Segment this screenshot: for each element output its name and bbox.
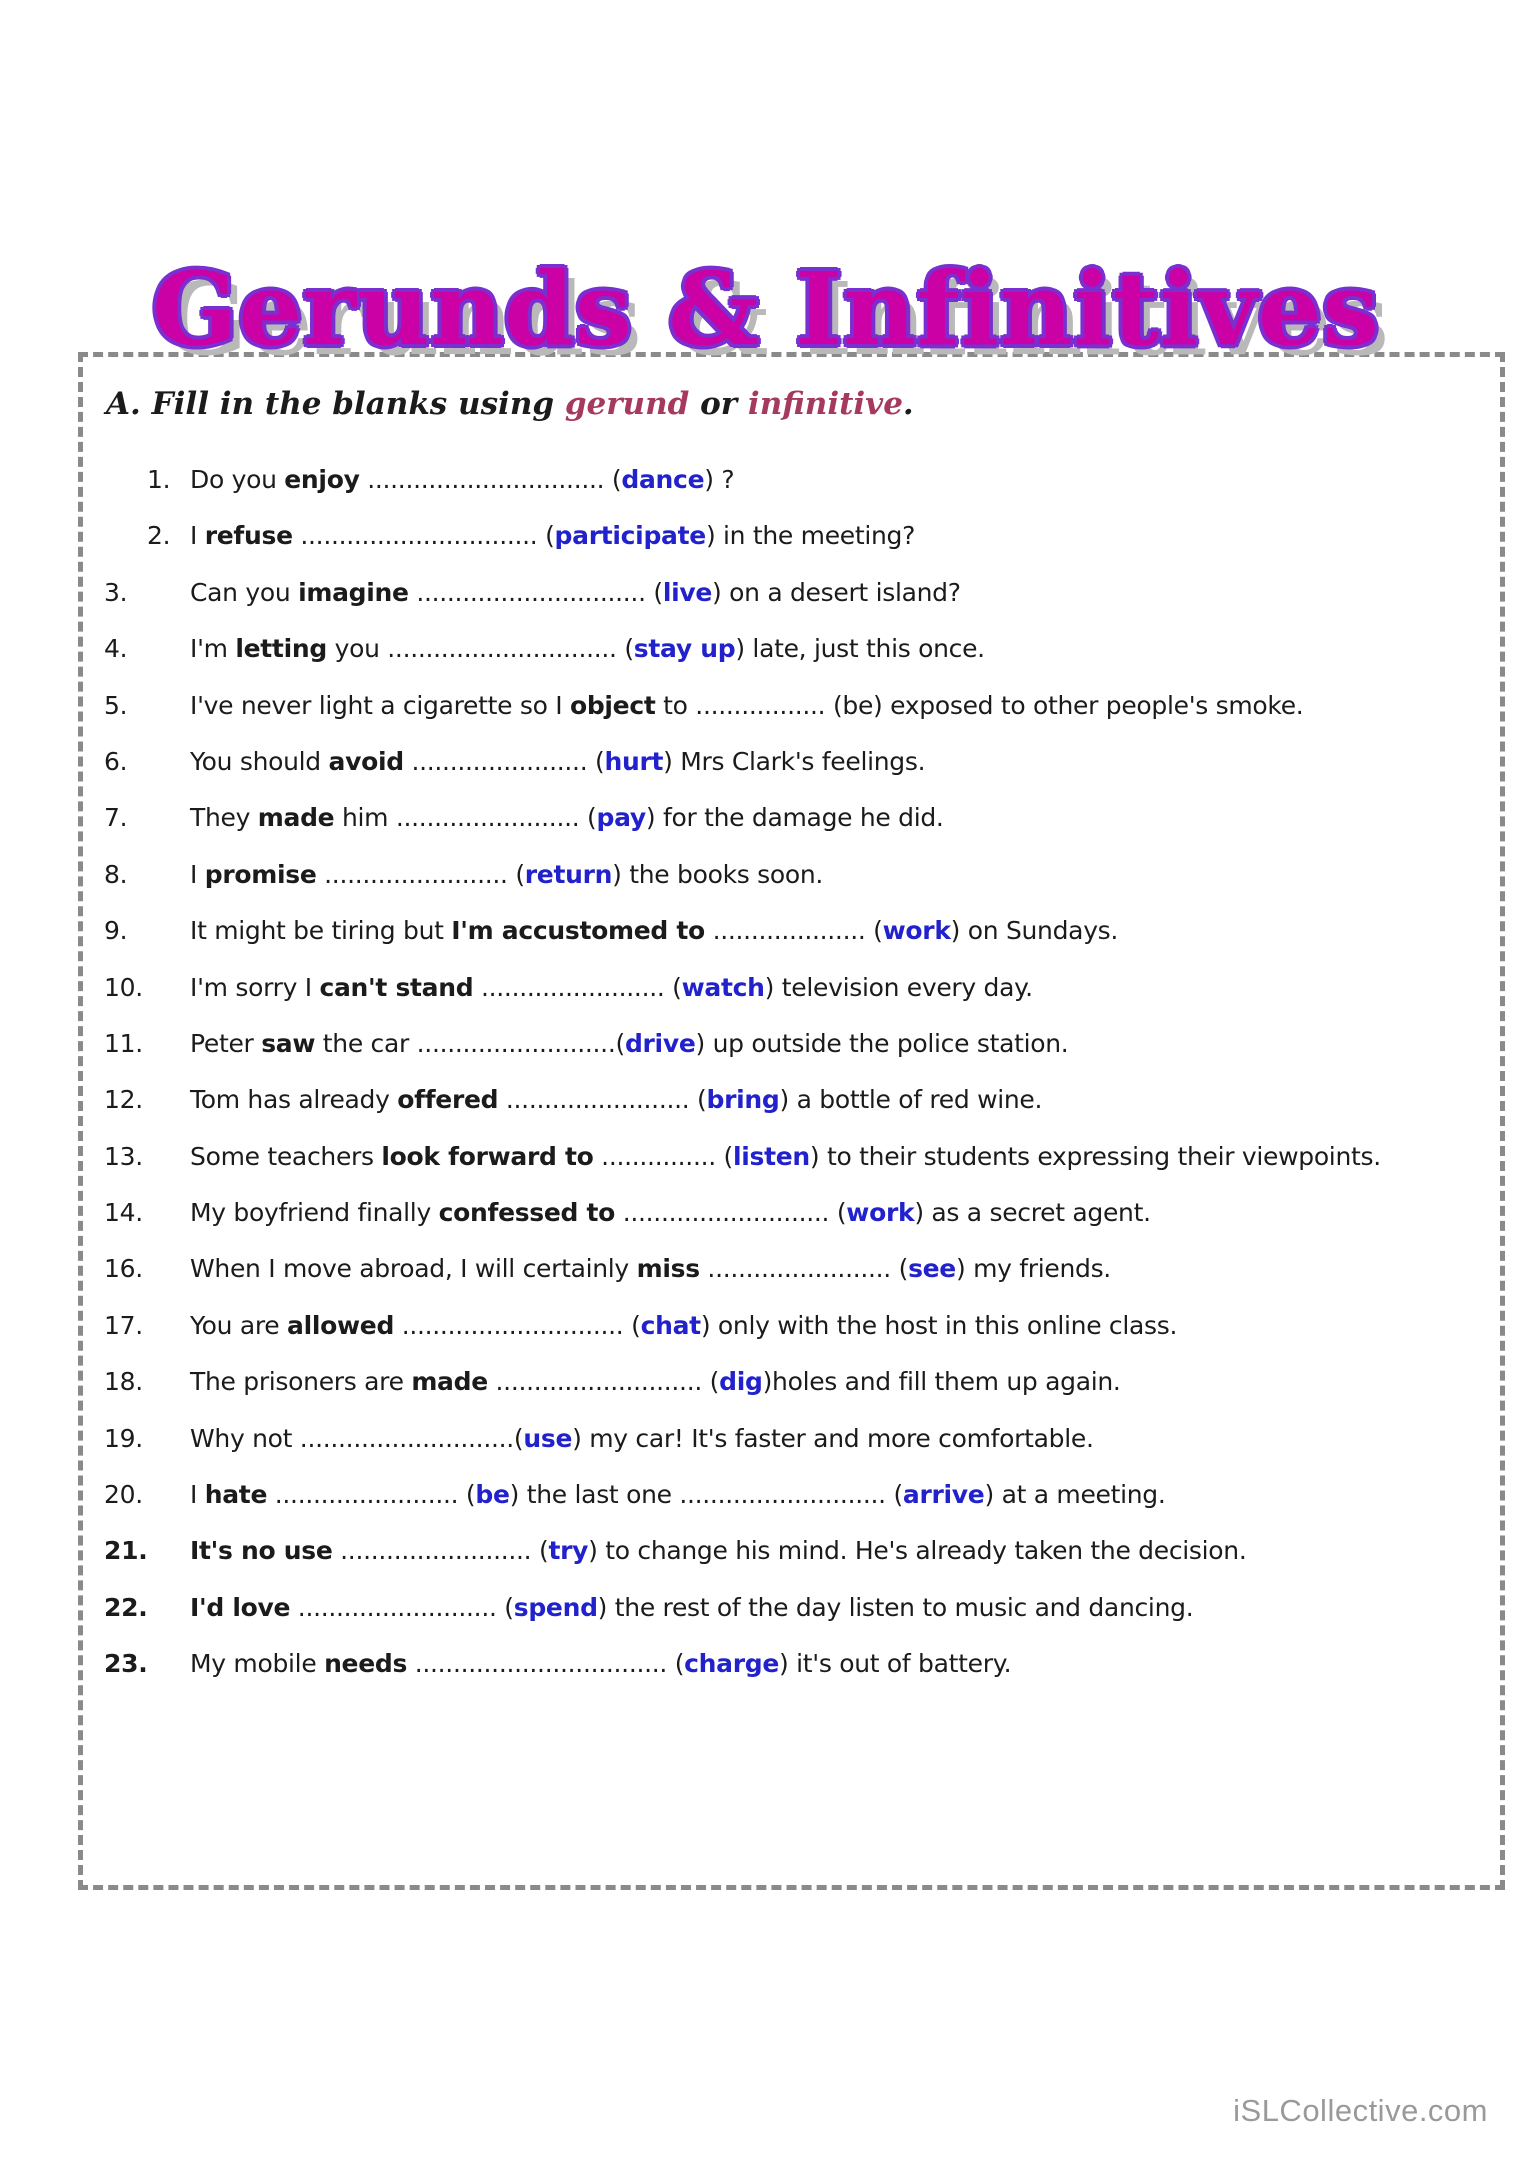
item-sentence — [190, 1523, 1246, 1579]
sentence-text: I've never light a cigarette so I — [190, 690, 570, 720]
sentence-text: My boyfriend finally — [190, 1198, 439, 1228]
item-number: 16. — [104, 1254, 143, 1284]
worksheet-item — [0, 565, 1532, 621]
item-number: 19. — [104, 1423, 143, 1453]
sentence-text: It might be tiring but — [190, 916, 452, 946]
sentence-text: You are — [190, 1310, 288, 1340]
worksheet-item — [0, 1016, 1532, 1072]
sentence-text: ) my friends. — [955, 1254, 1111, 1284]
sentence-text: ............................. ( — [394, 1310, 641, 1340]
worksheet-item — [0, 1467, 1532, 1523]
item-sentence — [190, 903, 1118, 959]
sentence-text: Do you — [190, 465, 285, 494]
bold-text: avoid — [328, 746, 404, 776]
sentence-text: ) to their students expressing their viewpoints. — [809, 1141, 1381, 1171]
bold-text: imagine — [298, 577, 409, 607]
items-list — [0, 452, 1532, 1693]
sentence-text: ) the last one ........................... ( — [509, 1480, 903, 1510]
item-number: 22. — [104, 1592, 148, 1622]
sentence-text: Why not ............................( — [190, 1423, 524, 1453]
verb-hint: arrive — [902, 1480, 985, 1510]
verb-hint: try — [548, 1536, 589, 1566]
sentence-text: ) on Sundays. — [950, 916, 1119, 946]
worksheet-item — [0, 1185, 1532, 1241]
instruction-line — [106, 386, 914, 422]
bold-text: saw — [261, 1028, 316, 1058]
item-sentence — [190, 1072, 1042, 1128]
sentence-text: ) the rest of the day listen to music and dancing. — [597, 1592, 1194, 1622]
instruction-prefix: A. Fill in the blanks using — [106, 386, 565, 422]
item-sentence — [190, 1580, 1193, 1636]
worksheet-item — [0, 847, 1532, 903]
sentence-text: The prisoners are — [190, 1367, 412, 1397]
verb-hint: watch — [681, 972, 765, 1002]
item-sentence — [190, 1241, 1111, 1297]
item-sentence — [190, 1636, 1011, 1692]
watermark-text: iSLCollective.com — [1233, 2093, 1488, 2128]
sentence-text: Tom has already — [190, 1085, 398, 1115]
item-number: 13. — [104, 1141, 143, 1171]
verb-hint: live — [662, 577, 713, 607]
item-number: 9. — [104, 916, 128, 946]
sentence-text: ) the books soon. — [612, 859, 824, 889]
sentence-text: him ........................ ( — [334, 803, 597, 833]
verb-hint: spend — [513, 1592, 598, 1622]
sentence-text: .............................. ( — [408, 577, 663, 607]
bold-text: can't stand — [319, 972, 474, 1002]
bold-text: enjoy — [284, 465, 360, 494]
item-sentence — [190, 1129, 1381, 1185]
page-title: Gerunds & Infinitives — [152, 250, 1380, 368]
worksheet-item — [0, 790, 1532, 846]
sentence-text: ) only with the host in this online class. — [700, 1310, 1178, 1340]
bold-text: refuse — [204, 521, 293, 551]
verb-hint: hurt — [604, 746, 664, 776]
verb-hint: pay — [596, 803, 646, 833]
item-sentence — [190, 678, 1303, 734]
worksheet-item — [0, 1580, 1532, 1636]
sentence-text: Peter — [190, 1028, 262, 1058]
worksheet-item — [0, 903, 1532, 959]
bold-text: allowed — [287, 1310, 395, 1340]
item-number: 8. — [104, 859, 128, 889]
bold-text: miss — [636, 1254, 700, 1284]
item-sentence — [190, 1016, 1068, 1072]
instruction-word-infinitive: infinitive — [747, 386, 903, 422]
sentence-text: I — [190, 521, 205, 551]
sentence-text: ) in the meeting? — [705, 521, 916, 551]
item-number: 1. — [147, 465, 171, 494]
bold-text: promise — [204, 859, 317, 889]
bold-text: object — [569, 690, 656, 720]
sentence-text: ........................ ( — [316, 859, 525, 889]
item-sentence — [190, 734, 925, 790]
sentence-text: ) a bottle of red wine. — [779, 1085, 1043, 1115]
item-sentence — [190, 1298, 1177, 1354]
sentence-text: .................... ( — [704, 916, 883, 946]
sentence-text: ........................... ( — [487, 1367, 720, 1397]
bold-text: offered — [397, 1085, 499, 1115]
sentence-text: They — [190, 803, 258, 833]
instruction-word-or: or — [689, 386, 748, 422]
item-number: 4. — [104, 634, 128, 664]
sentence-text: ........................... ( — [615, 1198, 847, 1228]
sentence-text: I — [190, 1480, 205, 1510]
verb-hint: listen — [732, 1141, 810, 1171]
verb-hint: be — [475, 1480, 510, 1510]
worksheet-item — [0, 508, 1532, 564]
verb-hint: work — [882, 916, 951, 946]
sentence-text: My mobile — [190, 1649, 325, 1679]
verb-hint: stay up — [633, 634, 736, 664]
worksheet-item — [0, 621, 1532, 677]
worksheet-item — [0, 1636, 1532, 1692]
item-sentence — [190, 508, 915, 564]
sentence-text: ) my car! It's faster and more comfortable. — [572, 1423, 1094, 1453]
sentence-text: I'm sorry I — [190, 972, 320, 1002]
sentence-text: ) television every day. — [764, 972, 1033, 1002]
sentence-text: ) to change his mind. He's already taken the decision. — [588, 1536, 1247, 1566]
sentence-text: ) Mrs Clark's feelings. — [663, 746, 926, 776]
item-number: 18. — [104, 1367, 143, 1397]
instruction-period: . — [902, 386, 914, 422]
sentence-text: I'm — [190, 634, 236, 664]
item-number: 12. — [104, 1085, 143, 1115]
item-number: 14. — [104, 1198, 143, 1228]
sentence-text: ) late, just this once. — [735, 634, 985, 664]
sentence-text: Some teachers — [190, 1141, 382, 1171]
worksheet-item — [0, 734, 1532, 790]
bold-text: hate — [204, 1480, 268, 1510]
item-number: 23. — [104, 1649, 148, 1679]
item-number: 21. — [104, 1536, 148, 1566]
sentence-text: ............................... ( — [292, 521, 555, 551]
bold-text: look forward to — [381, 1141, 594, 1171]
item-number: 11. — [104, 1028, 143, 1058]
sentence-text: ........................ ( — [498, 1085, 707, 1115]
sentence-text: ......................... ( — [332, 1536, 549, 1566]
worksheet-item — [0, 1298, 1532, 1354]
verb-hint: participate — [554, 521, 706, 551]
item-sentence — [190, 452, 734, 508]
bold-text: letting — [235, 634, 327, 664]
worksheet-item — [0, 1411, 1532, 1467]
sentence-text: you .............................. ( — [326, 634, 634, 664]
item-number: 10. — [104, 972, 143, 1002]
verb-hint: charge — [684, 1649, 780, 1679]
sentence-text: ) ? — [704, 465, 735, 494]
worksheet-item — [0, 1523, 1532, 1579]
verb-hint: work — [846, 1198, 915, 1228]
worksheet-item — [0, 1129, 1532, 1185]
item-number: 3. — [104, 577, 128, 607]
item-sentence — [190, 960, 1033, 1016]
sentence-text: You should — [190, 746, 329, 776]
verb-hint: chat — [640, 1310, 701, 1340]
item-sentence — [190, 1411, 1094, 1467]
sentence-text: ................................. ( — [407, 1649, 685, 1679]
sentence-text: .......................... ( — [290, 1592, 514, 1622]
sentence-text: )holes and fill them up again. — [762, 1367, 1121, 1397]
sentence-text: I — [190, 859, 205, 889]
item-sentence — [190, 565, 961, 621]
item-number: 17. — [104, 1310, 143, 1340]
item-sentence — [190, 847, 823, 903]
sentence-text: ) on a desert island? — [712, 577, 961, 607]
item-number: 20. — [104, 1480, 143, 1510]
verb-hint: drive — [624, 1028, 696, 1058]
item-sentence — [190, 1467, 1166, 1523]
instruction-word-gerund: gerund — [564, 386, 690, 422]
item-sentence — [190, 790, 944, 846]
item-number: 5. — [104, 690, 128, 720]
bold-text: made — [257, 803, 335, 833]
sentence-text: ............... ( — [593, 1141, 733, 1171]
sentence-text: ....................... ( — [403, 746, 605, 776]
sentence-text: ........................ ( — [267, 1480, 476, 1510]
sentence-text: ) for the damage he did. — [645, 803, 944, 833]
worksheet-item — [0, 1241, 1532, 1297]
sentence-text: When I move abroad, I will certainly — [190, 1254, 637, 1284]
bold-text: made — [411, 1367, 488, 1397]
item-sentence — [190, 1354, 1121, 1410]
sentence-text: to ................. (be) exposed to other people's smoke. — [655, 690, 1304, 720]
worksheet-item — [0, 1072, 1532, 1128]
worksheet-item — [0, 452, 1532, 508]
sentence-text: ) at a meeting. — [984, 1480, 1166, 1510]
sentence-text: ............................... ( — [359, 465, 622, 494]
bold-text: I'd love — [190, 1592, 291, 1622]
sentence-text: ) it's out of battery. — [779, 1649, 1012, 1679]
item-number: 6. — [104, 746, 128, 776]
worksheet-item — [0, 960, 1532, 1016]
bold-text: needs — [324, 1649, 408, 1679]
sentence-text: ) as a secret agent. — [914, 1198, 1151, 1228]
sentence-text: ........................ ( — [699, 1254, 909, 1284]
sentence-text: ........................ ( — [473, 972, 682, 1002]
verb-hint: see — [908, 1254, 956, 1284]
worksheet-item — [0, 678, 1532, 734]
item-sentence — [190, 621, 985, 677]
verb-hint: return — [524, 859, 613, 889]
verb-hint: use — [523, 1423, 573, 1453]
bold-text: I'm accustomed to — [451, 916, 705, 946]
sentence-text: ) up outside the police station. — [695, 1028, 1069, 1058]
verb-hint: bring — [706, 1085, 780, 1115]
verb-hint: dance — [621, 465, 705, 494]
bold-text: confessed to — [438, 1198, 616, 1228]
item-number: 2. — [147, 521, 171, 551]
verb-hint: dig — [719, 1367, 763, 1397]
item-sentence — [190, 1185, 1151, 1241]
bold-text: It's no use — [190, 1536, 333, 1566]
sentence-text: the car ..........................( — [315, 1028, 625, 1058]
sentence-text: Can you — [190, 577, 299, 607]
item-number: 7. — [104, 803, 128, 833]
worksheet-item — [0, 1354, 1532, 1410]
